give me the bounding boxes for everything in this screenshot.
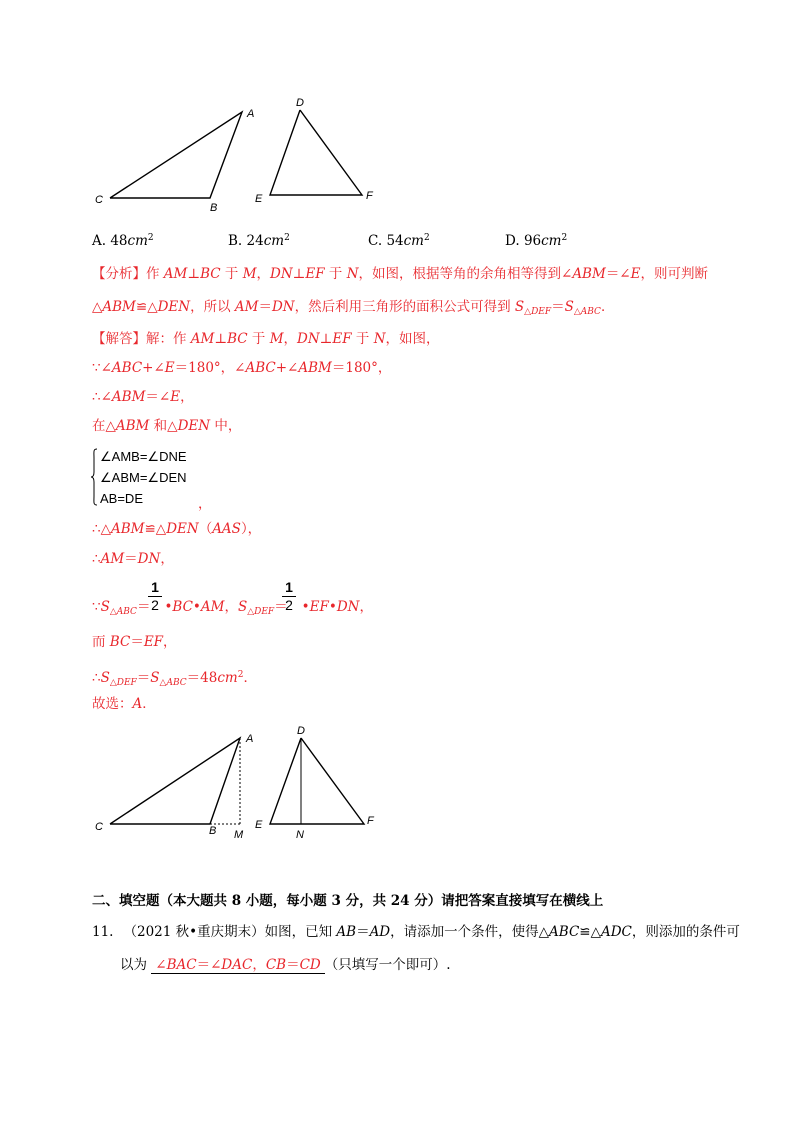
option-c: C. $54cm^2$ — [368, 233, 430, 249]
question-11-line-2: 以为 ∠BAC＝∠DAC，CB＝CD （只填写一个即可）. — [120, 953, 451, 974]
solution-line-10: 故选：A． — [92, 696, 156, 712]
analysis-line-1: 【分析】作 AM⊥BC 于 M，DN⊥EF 于 N，如图，根据等角的余角相等得到∠ABM＝∠E，则可判断 — [92, 266, 708, 282]
label-b: B — [210, 202, 218, 214]
triangle-abc-with-height — [110, 738, 240, 824]
label-m: M — [234, 829, 244, 841]
fraction-denominator: 2 — [285, 597, 293, 613]
solution-line-5: ∴△ABM≌△DEN（AAS）， — [92, 521, 262, 537]
label-a: A — [247, 108, 255, 120]
system-row-2: ∠ABM=∠DEN — [100, 470, 187, 485]
system-tail: ， — [198, 496, 212, 512]
analysis-line-2: △ABM≌△DEN，所以 AM＝DN，然后利用三角形的面积公式可得到 $S_{\triangle DEF}=S_{\triangle ABC}$． — [92, 299, 615, 317]
label-c: C — [95, 821, 103, 833]
label-d: D — [297, 725, 305, 737]
triangle-def — [270, 110, 362, 195]
label-a: A — [246, 733, 254, 745]
label-f: F — [366, 190, 373, 202]
label-n: N — [296, 829, 304, 841]
label-f: F — [367, 815, 374, 827]
left-brace-icon — [90, 448, 98, 506]
system-row-3: AB=DE — [100, 491, 143, 506]
label-c: C — [95, 194, 103, 206]
label-d: D — [296, 97, 304, 109]
figure-bottom — [90, 718, 390, 848]
label-b: B — [209, 825, 217, 837]
figure-top — [90, 90, 390, 215]
solution-line-3: ∴∠ABM＝∠E， — [92, 389, 194, 405]
label-e: E — [255, 819, 263, 831]
solution-line-9: $\therefore S_{\triangle DEF}=S_{\triangle ABC}=48cm^2$． — [92, 670, 257, 688]
fraction-half-1 — [148, 579, 162, 613]
solution-line-1: 【解答】解：作 AM⊥BC 于 M，DN⊥EF 于 N，如图， — [92, 331, 440, 347]
solution-line-7: $\because S_{\triangle ABC}=$ •BC•AM，$S_{\triangle DEF}=$ •EF•DN， — [92, 599, 373, 617]
solution-line-8: 而 BC＝EF， — [92, 634, 177, 650]
triangle-def-with-height — [270, 738, 364, 824]
answer-blank[interactable]: ∠BAC＝∠DAC，CB＝CD — [151, 953, 324, 974]
option-d: D. $96cm^2$ — [505, 233, 568, 249]
option-a: A. $48cm^2$ — [92, 233, 154, 249]
solution-line-6: ∴AM＝DN， — [92, 551, 174, 567]
question-11-line-1: 11. （2021 秋•重庆期末）如图，已知 AB＝AD，请添加一个条件，使得△ABC≌△ADC，则添加的条件可 — [92, 924, 740, 940]
solution-line-2: ∵∠ABC+∠E＝180°，∠ABC+∠ABM＝180°， — [92, 360, 392, 376]
triangle-abc — [110, 112, 242, 198]
option-b: B. $24cm^2$ — [228, 233, 290, 249]
fraction-denominator: 2 — [151, 597, 159, 613]
label-e: E — [255, 193, 263, 205]
equation-system — [92, 446, 187, 509]
fraction-half-2 — [282, 579, 296, 613]
solution-line-4: 在△ABM 和△DEN 中， — [92, 418, 242, 434]
fraction-numerator: 1 — [151, 579, 159, 595]
section-heading: 二、填空题（本大题共 8 小题，每小题 3 分，共 24 分）请把答案直接填写在横线上 — [92, 893, 604, 909]
fraction-numerator: 1 — [285, 579, 293, 595]
system-row-1: ∠AMB=∠DNE — [100, 449, 187, 464]
